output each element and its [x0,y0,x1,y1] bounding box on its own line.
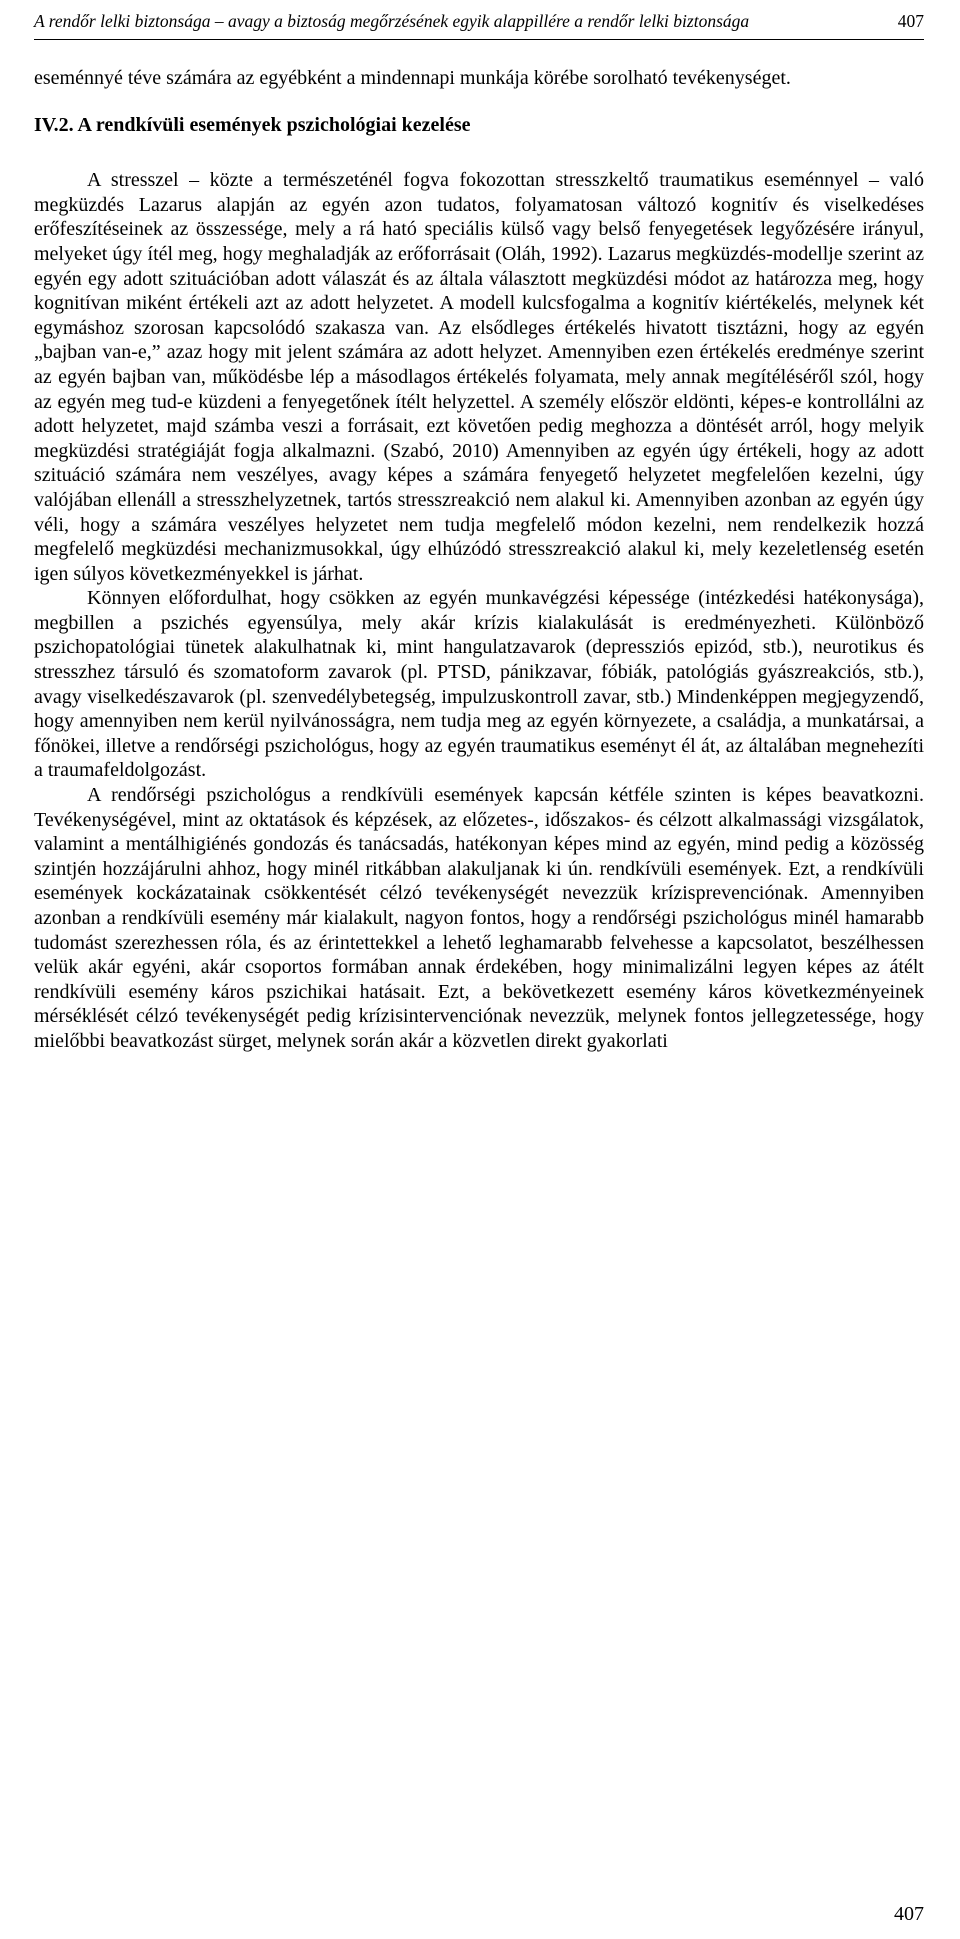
section-heading: IV.2. A rendkívüli események pszichológiai kezelése [34,113,471,136]
header-page-number: 407 [897,11,924,31]
running-title: A rendőr lelki biztonsága – avagy a biztoság megőrzésének egyik alappillére a rendőr lelki biztonsága [34,11,750,31]
continuation-paragraph: eseménnyé téve számára az egyébként a mindennapi munkája körébe sorolható tevékenységet. [34,67,791,89]
footer-page-number: 407 [894,1903,924,1925]
header-divider [34,39,924,40]
paragraph-1: A stresszel – közte a természeténél fogva fokozottan stresszkeltő traumatikus eseménnyel – való megküzdés Lazarus alapján az egyén azon tudatos, folyamatosan változó kognitív és viselkedéses erőfeszítéseinek az összessége, mely a rá ható speciális külső vagy belső fenyegetések legyőzésére irányul, melyeket úgy ítél meg, hogy meghaladják az erőforrásait (Oláh, 1992). Lazarus megküzdés-modellje szerint az egyén egy adott szituációban adott válaszát és az általa választott megküzdési módot az határozza meg, hogy kognitívan miként értékeli azt az adott helyzetet. A modell kulcsfogalma a kognitív kiértékelés, melynek két egymáshoz szorosan kapcsolódó szakasza van. Az elsődleges értékelés hivatott tisztázni, hogy az egyén „bajban van-e,” azaz hogy mit jelent számára az adott helyzet. Amennyiben ezen értékelés eredménye szerint az egyén bajban van, működésbe lép a másodlagos értékelés folyamata, mely annak megítéléséről szól, hogy az egyén meg tud-e küzdeni a fenyegetőnek ítélt helyzettel. A személy először eldönti, képes-e kontrollálni az adott helyzetet, majd számba veszi a forrásait, ezt követően pedig meghozza a döntését arról, hogy melyik megküzdési stratégiáját fogja alkalmazni. (Szabó, 2010) Amennyiben az egyén úgy értékeli, hogy az adott szituáció számára nem veszélyes, avagy képes a számára fenyegető helyzetet megfelelően kezelni, úgy valójában ellenáll a stresszhelyzetnek, tartós stresszreakció nem alakul ki. Amennyiben azonban az egyén úgy véli, hogy a számára veszélyes helyzetet nem tudja megfelelő módon kezelni, nem rendelkezik hozzá megfelelő megküzdési mechanizmusokkal, úgy elhúzódó stresszreakció alakul ki, mely kezeletlenség esetén igen súlyos következményekkel is járhat. [34,169,924,585]
running-header [34,8,924,34]
paragraph-2: Könnyen előfordulhat, hogy csökken az egyén munkavégzési képessége (intézkedési hatékonysága), megbillen a pszichés egyensúlya, mely akár krízis kialakulását is eredményezheti. Különböző pszichopatológiai tünetek alakulhatnak ki, mint hangulatzavarok (depressziós epizód, stb.), neurotikus és stresszhez társuló és szomatoform zavarok (pl. PTSD, pánikzavar, fóbiák, patológiás gyászreakciós, stb.), avagy viselkedészavarok (pl. szenvedélybetegség, impulzuskontroll zavar, stb.) Mindenképpen megjegyzendő, hogy amennyiben nem kerül nyilvánosságra, nem tudja meg az egyén környezete, a családja, a munkatársai, a főnökei, illetve a rendőrségi pszichológus, hogy az egyén traumatikus eseményt él át, az általában megnehezíti a traumafeldolgozást. [34,587,924,782]
document-body [34,66,924,1054]
paragraph-3: A rendőrségi pszichológus a rendkívüli események kapcsán kétféle szinten is képes beavatkozni. Tevékenységével, mint az oktatások és képzések, az előzetes-, időszakos- és célzott alkalmassági vizsgálatok, valamint a mentálhigiénés gondozás és tanácsadás, hatékonyan képes mind az egyén, mind pedig a közösség szintjén hozzájárulni ahhoz, hogy minél ritkábban alakuljanak ki ún. rendkívüli események. Ezt, a rendkívüli események kockázatainak csökkentését célzó tevékenységét nevezzük krízisprevenciónak. Amennyiben azonban a rendkívüli esemény már kialakult, nagyon fontos, hogy a rendőrségi pszichológus minél hamarabb tudomást szerezhessen róla, és az érintettekkel a lehető leghamarabb felvehesse a kapcsolatot, beszélhessen velük akár egyéni, akár csoportos formában annak érdekében, hogy minimalizálni legyen képes az átélt rendkívüli esemény káros pszichikai hatásait. Ezt, a bekövetkezett esemény káros következményeinek mérséklését célzó tevékenységét pedig krízisintervenciónak nevezzük, melynek fontos jellegzetessége, hogy mielőbbi beavatkozást sürget, melynek során akár a közvetlen direkt gyakorlati [34,784,924,1052]
